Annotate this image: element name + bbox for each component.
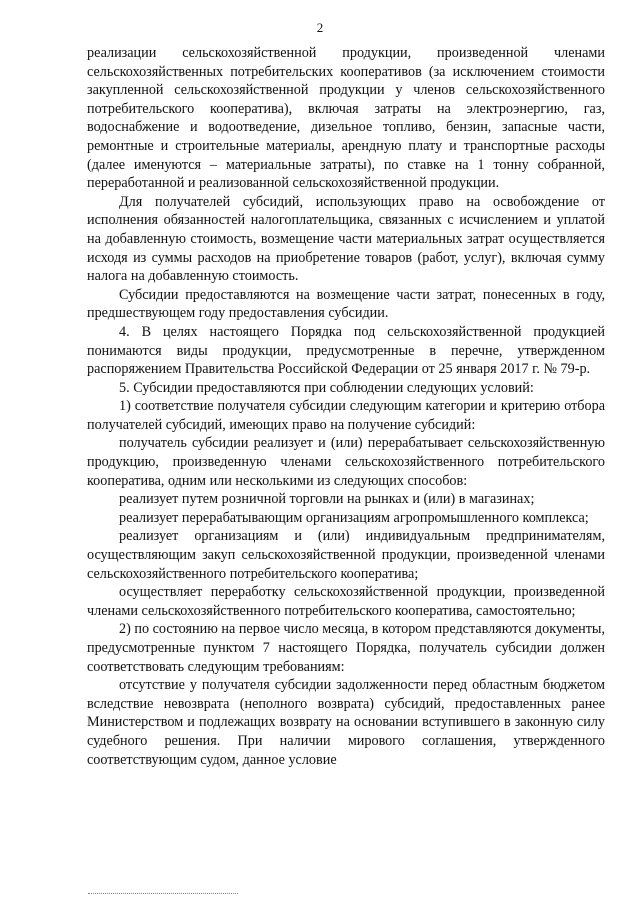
paragraph: осуществляет переработку сельскохозяйственной продукции, произведенной членами сельскохозяйственного потребительского кооператива, самостоятельно;: [87, 584, 605, 619]
paragraph: 1) соответствие получателя субсидии следующим категории и критерию отбора получателей субсидий, имеющих право на получение субсидий:: [87, 398, 605, 433]
paragraph: реализует организациям и (или) индивидуальным предпринимателям, осуществляющим закуп сельскохозяйственной продукции, произведенной членами сельскохозяйственного потребительского кооператива;: [87, 528, 605, 582]
paragraph: Для получателей субсидий, использующих право на освобождение от исполнения обязанностей налогоплательщика, связанных с исчислением и уплатой на добавленную стоимость, возмещение части материальных затрат осуществляется исходя из суммы расходов на приобретение товаров (работ, услуг), включая сумму налога на добавленную стоимость.: [87, 193, 605, 285]
page-number: 2: [316, 20, 324, 35]
paragraph: отсутствие у получателя субсидии задолженности перед областным бюджетом вследствие невозврата (неполного возврата) субсидий, предоставленных ранее Министерством и подлежащих возврату на основании вступившего в законную силу судебного решения. При наличии мирового соглашения, утвержденного соответствующим судом, данное условие: [87, 677, 605, 768]
document-body: [87, 44, 605, 769]
paragraph: реализует перерабатывающим организациям агропромышленного комплекса;: [119, 509, 589, 526]
paragraph: 5. Субсидии предоставляются при соблюдении следующих условий:: [119, 379, 534, 396]
paragraph: Субсидии предоставляются на возмещение части затрат, понесенных в году, предшествующем году предоставления субсидии.: [87, 286, 605, 322]
paragraph: реализации сельскохозяйственной продукции, произведенной членами сельскохозяйственных потребительских кооперативов (за исключением стоимости закупленной сельскохозяйственной продукции у членов сельскохозяйственного потребительского кооператива), включая затраты на электроэнергию, газ, водоснабжение и водоотведение, дизельное топливо, бензин, запасные части, ремонтные и строительные материалы, арендную плату и транспортные расходы (далее именуются – материальные затраты), по ставке на 1 тонну собранной, переработанной и реализованной сельскохозяйственной продукции.: [87, 45, 605, 192]
paragraph: реализует путем розничной торговли на рынках и (или) в магазинах;: [119, 491, 535, 508]
footer-divider: [88, 893, 238, 894]
paragraph: 4. В целях настоящего Порядка под сельскохозяйственной продукцией понимаются виды продукции, предусмотренные в перечне, утвержденном распоряжением Правительства Российской Федерации от 25 января 2017 г. № 79-р.: [87, 323, 605, 378]
paragraph: 2) по состоянию на первое число месяца, в котором представляются документы, предусмотренные пунктом 7 настоящего Порядка, получатель субсидии должен соответствовать следующим требованиям:: [87, 621, 605, 675]
paragraph: получатель субсидии реализует и (или) перерабатывает сельскохозяйственную продукцию, произведенную членами сельскохозяйственного потребительского кооператива, одним или несколькими из следующих способов:: [87, 435, 605, 489]
